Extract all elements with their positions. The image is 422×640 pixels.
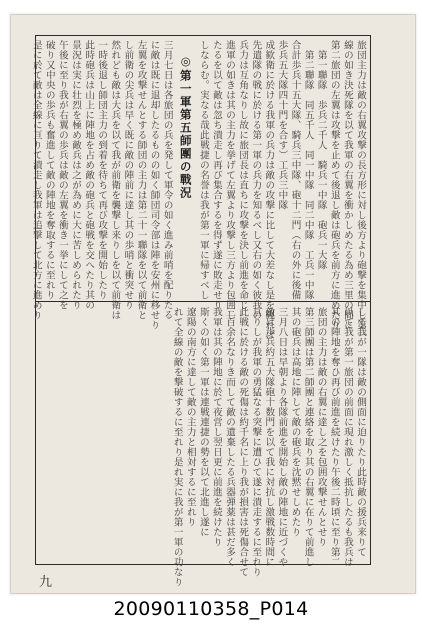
bullet-marker: ◎ bbox=[178, 54, 193, 70]
text-column: 以て我が第一旅団の前面に現れ激しく抵抗したるも我兵は bbox=[341, 307, 353, 567]
text-column: 三月八日は早朝より各隊前進を開始し敵の陣地に近づくや bbox=[276, 307, 288, 567]
text-column: 三月七日は各旅団の兵を発して軍令の如く進み前哨を配りたる bbox=[161, 40, 173, 320]
text-column: 是に於て敵は全線に亘りて潰走し我軍は追撃して北方に進めり bbox=[30, 40, 42, 320]
text-column: して我が一隊は敵の側面に迫りたり此時敵の援兵来りて bbox=[355, 307, 366, 557]
image-caption: 20090110358_P014 bbox=[113, 598, 309, 620]
text-column: 旅団主力は敵の右翼攻撃の長方形に対し後方より砲撃を集中し第一 bbox=[355, 40, 366, 340]
text-column: 午後に至り我が右翼の歩兵は敵の左翼を衝き一挙にして之を bbox=[56, 40, 68, 310]
text-column: たるを以て敵は忽ち潰走し再び集合するを得ず遂に敗走せり bbox=[210, 40, 222, 310]
text-column: 第三師團は第二師團と連絡を取り其の右翼に在りて前進し bbox=[302, 307, 314, 567]
text-frame bbox=[30, 35, 371, 587]
text-column: れて全線の敵を撃破するに至れり是れ実に我が第一軍の功なり bbox=[171, 307, 183, 587]
text-column: 破り又中央の歩兵も奮進して敵の陣地を奪取するに至れり bbox=[43, 40, 55, 300]
text-column: 敵は歩兵約五大隊砲十数門を以て我に対抗し激戦数時間に bbox=[263, 307, 275, 567]
text-column: 斯くの如く第一軍は連戦連捷の勢を以て北進し遂に bbox=[197, 307, 209, 537]
text-column: し前衛の尖兵は早く既に敵の陣前に達し其の歩哨と衝突せり bbox=[122, 40, 134, 310]
text-column: 三百余名なりき而して敵の遺棄したる兵器弾薬は甚だ多く bbox=[224, 307, 236, 567]
text-column: 一時後退し師団主力の到着を待ちて再び攻撃を開始したり bbox=[96, 40, 108, 300]
text-column: 歩兵五大隊四十門を合す）工兵三中隊 bbox=[276, 40, 288, 210]
text-column: 第二聯隊 同五千人 同一中隊 同二中隊 工兵一中隊 bbox=[302, 40, 314, 300]
section-title-text: 第一軍第五師團の戰況 bbox=[178, 69, 193, 200]
text-column: に敵は既に退却したるものの如く師団司令部は陣を安州に移せり bbox=[148, 40, 160, 330]
text-column: 成歓衛に於ける我軍の兵力は敵の攻撃に比して大差なし是を観れば bbox=[263, 40, 275, 340]
text-column: 遼陽の南方に達して敵の主力と相対するに至れり bbox=[184, 307, 196, 527]
scanned-page bbox=[10, 14, 416, 594]
text-column: 兵力は互角なりし故に旅団長は直ちに攻撃を決し前進を命じ bbox=[237, 40, 249, 310]
text-column: 旅団の主力は敵の右翼に達し之を包囲攻撃せんとせり bbox=[315, 307, 327, 547]
horizontal-rule bbox=[36, 301, 370, 302]
text-column: 然れども敵は大兵を以て我が前衛を襲撃し来りしを以て前衛は bbox=[109, 40, 121, 320]
text-column: 第一聯隊 歩兵二千人 騎兵一中隊 砲兵一大隊 bbox=[315, 40, 327, 270]
top-text-block bbox=[30, 40, 367, 340]
text-column: 先遣隊の戦に於ける第一軍の兵力を知るべし又右の如く彼我の bbox=[250, 40, 262, 320]
text-column: 線の如き決死隊を以て我軍の右翼を衝かしめたる為め三里の間に bbox=[341, 40, 353, 330]
text-column: 此戦に於ける敵の死傷は約千名に上り我が損害は死傷合せて bbox=[237, 307, 249, 577]
text-column: 合計歩兵十五大隊、騎兵三中隊、砲十二門（右の外に後備 bbox=[289, 40, 301, 300]
text-column: 其の陣地を奪ひ再び前進を続けたり午後二時頃に至り第二 bbox=[328, 307, 340, 567]
text-column: 左翼を攻撃せんとする師団の主力は第二十一聯隊を以て前衛と bbox=[135, 40, 147, 320]
section-title bbox=[179, 54, 192, 296]
page-number: 九 bbox=[39, 575, 53, 590]
text-column: 景況は実に壮烈を極め敵兵は之が為めに大に苦しめられたり bbox=[70, 40, 82, 310]
text-column: しならむ。実なる哉此戦捷の名誉は我が第一軍に帰すべし bbox=[197, 40, 209, 300]
text-column: 此時砲兵は山上に陣地を占め敵の砲兵と砲戦を交へたり其の bbox=[83, 40, 95, 310]
text-column: 其の砲兵は高地に陣して敵の砲兵を沈黙せしめたり bbox=[289, 307, 301, 537]
bottom-text-block bbox=[39, 307, 367, 587]
text-column: 我軍は其の陣地に於て夜営し翌日更に前進を続けたり bbox=[210, 307, 222, 547]
text-column: 第二旅団の左翼は攻撃を止めて後退し敵は砲兵を前方に進めたり bbox=[328, 40, 340, 330]
text-column: 亘りしが我軍の勇猛なる突撃に遭ひて遂に潰走するに至れり bbox=[250, 307, 262, 577]
text-column: 進軍の如きは其の主力を挙げて左翼より攻撃し三方より包囲し bbox=[224, 40, 236, 320]
